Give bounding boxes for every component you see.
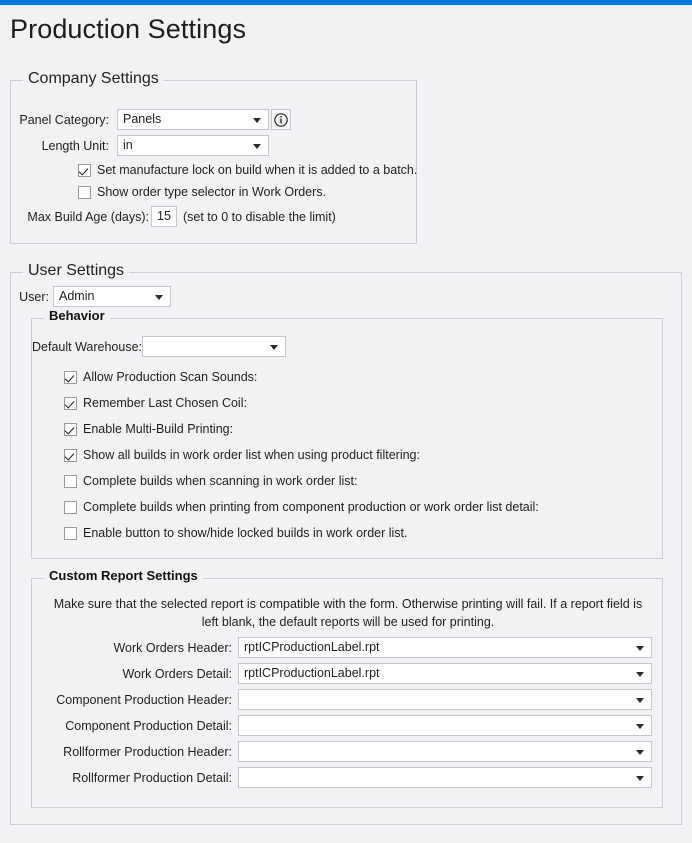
panel-category-combobox[interactable]	[117, 109, 269, 130]
rollformer-production-detail-combobox[interactable]	[238, 767, 652, 788]
chevron-down-icon	[270, 345, 278, 350]
behavior-group	[31, 308, 663, 559]
panel-category-value: Panels	[123, 112, 162, 126]
chevron-down-icon	[636, 776, 644, 781]
chevron-down-icon	[253, 144, 261, 149]
length-unit-label: Length Unit:	[41, 139, 109, 153]
allow-production-scan-sounds-checkbox[interactable]	[64, 371, 77, 384]
default-warehouse-label: Default Warehouse:	[32, 340, 143, 354]
rollformer-production-header-label: Rollformer Production Header:	[63, 745, 232, 759]
set-manufacture-lock-checkbox[interactable]	[78, 164, 91, 177]
enable-show-hide-locked-builds-checkbox[interactable]	[64, 527, 77, 540]
show-all-builds-checkbox[interactable]	[64, 449, 77, 462]
company-settings-group	[10, 70, 418, 244]
title-accent-bar	[0, 0, 692, 5]
complete-builds-printing-checkbox[interactable]	[64, 501, 77, 514]
work-orders-detail-label: Work Orders Detail:	[122, 667, 232, 681]
work-orders-header-combobox[interactable]	[238, 637, 652, 658]
remember-last-chosen-coil-checkbox[interactable]	[64, 397, 77, 410]
rollformer-production-detail-label: Rollformer Production Detail:	[72, 771, 232, 785]
page-title: Production Settings	[10, 14, 247, 44]
work-orders-detail-combobox[interactable]	[238, 663, 652, 684]
enable-show-hide-locked-builds-label: Enable button to show/hide locked builds in work order list.	[83, 526, 408, 540]
length-unit-combobox[interactable]	[117, 135, 269, 156]
component-production-detail-label: Component Production Detail:	[65, 719, 232, 733]
remember-last-chosen-coil-label: Remember Last Chosen Coil:	[83, 396, 247, 410]
chevron-down-icon	[636, 698, 644, 703]
chevron-down-icon	[155, 295, 163, 300]
custom-report-settings-note: Make sure that the selected report is compatible with the form. Otherwise printing will fail. If a report field is left blank, the default reports will be used for printing.	[53, 597, 643, 629]
chevron-down-icon	[253, 118, 261, 123]
allow-production-scan-sounds-label: Allow Production Scan Sounds:	[83, 370, 258, 384]
complete-builds-scanning-label: Complete builds when scanning in work order list:	[83, 474, 358, 488]
chevron-down-icon	[636, 750, 644, 755]
length-unit-value: in	[123, 138, 133, 152]
show-order-type-selector-checkbox[interactable]	[78, 186, 91, 199]
work-orders-header-label: Work Orders Header:	[113, 641, 232, 655]
custom-report-settings-group	[31, 568, 663, 808]
enable-multi-build-printing-checkbox[interactable]	[64, 423, 77, 436]
work-orders-header-value: rptICProductionLabel.rpt	[244, 640, 380, 654]
custom-report-settings-legend: Custom Report Settings	[44, 568, 203, 583]
show-order-type-selector-label: Show order type selector in Work Orders.	[97, 185, 327, 199]
rollformer-production-header-combobox[interactable]	[238, 741, 652, 762]
component-production-detail-combobox[interactable]	[238, 715, 652, 736]
set-manufacture-lock-label: Set manufacture lock on build when it is added to a batch.	[97, 163, 418, 177]
info-circle-icon[interactable]	[271, 109, 291, 130]
enable-multi-build-printing-label: Enable Multi-Build Printing:	[83, 422, 234, 436]
panel-category-label: Panel Category:	[19, 113, 109, 127]
default-warehouse-combobox[interactable]	[142, 336, 286, 357]
component-production-header-label: Component Production Header:	[56, 693, 232, 707]
max-build-age-label: Max Build Age (days):	[27, 210, 149, 224]
max-build-age-input[interactable]: 15	[151, 206, 177, 227]
work-orders-detail-value: rptICProductionLabel.rpt	[244, 666, 380, 680]
component-production-header-combobox[interactable]	[238, 689, 652, 710]
chevron-down-icon	[636, 672, 644, 677]
behavior-legend: Behavior	[44, 308, 110, 323]
chevron-down-icon	[636, 646, 644, 651]
user-settings-legend: User Settings	[23, 262, 129, 280]
chevron-down-icon	[636, 724, 644, 729]
complete-builds-scanning-checkbox[interactable]	[64, 475, 77, 488]
show-all-builds-label: Show all builds in work order list when using product filtering:	[83, 448, 420, 462]
user-label: User:	[19, 290, 49, 304]
user-combobox[interactable]	[53, 286, 171, 307]
user-settings-group	[10, 262, 682, 825]
max-build-age-hint: (set to 0 to disable the limit)	[183, 210, 336, 224]
company-settings-legend: Company Settings	[23, 70, 164, 88]
user-value: Admin	[59, 289, 95, 303]
complete-builds-printing-label: Complete builds when printing from component production or work order list detail:	[83, 500, 539, 514]
